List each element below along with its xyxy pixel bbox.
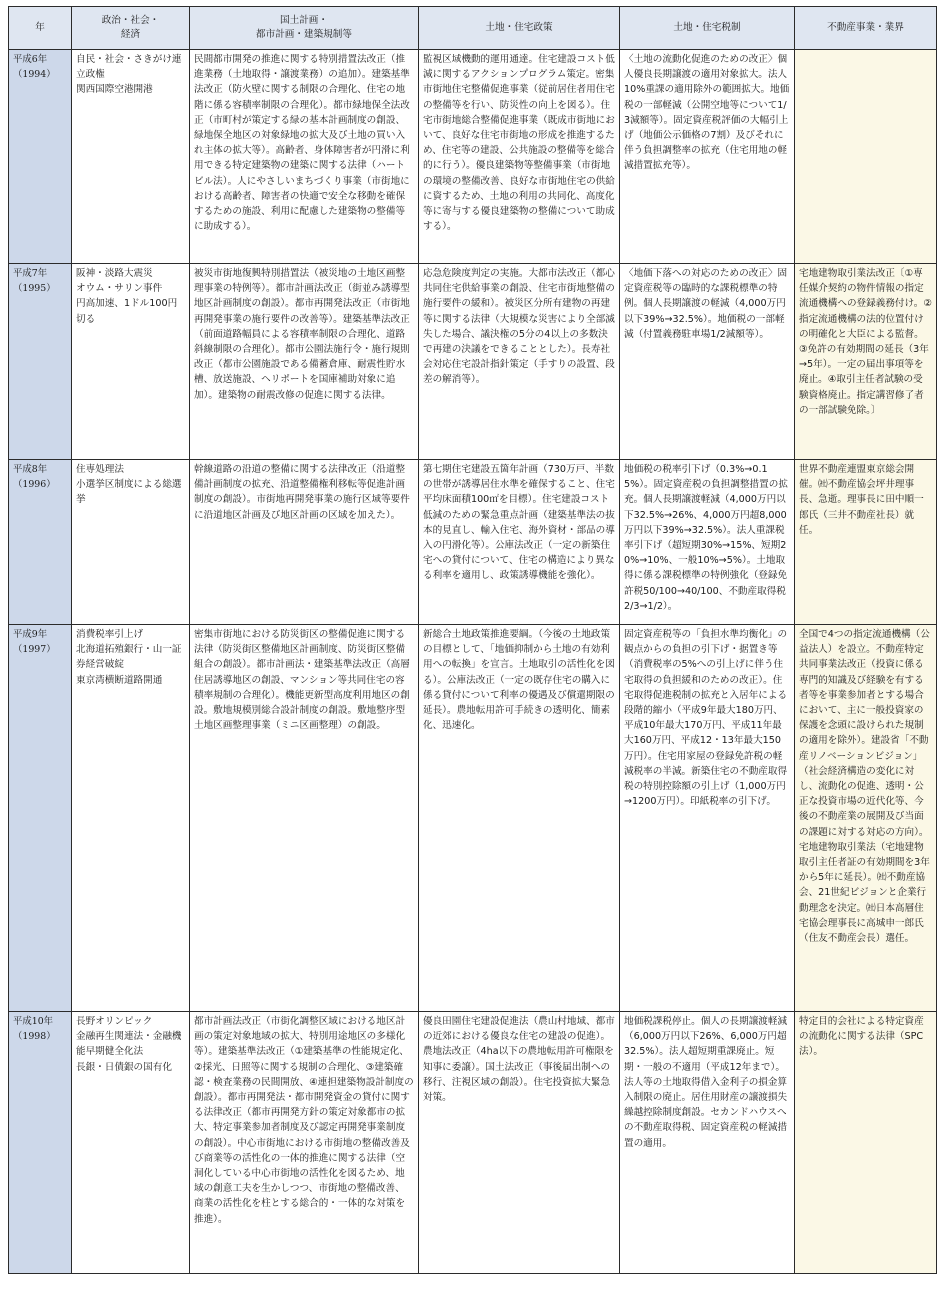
land-housing-cell: 監視区域機動的運用通達。住宅建設コスト低減に関するアクションプログラム策定。密集市街地住宅整備促進事業（従前居住者用住宅の整備等を行い、防災性の向上を図る）。住宅市街地総合整備促進事業（既成市街地において、良好な住宅市街地の形成を推進するため、住宅等の建設、公共施設の整備等を総合的に行う）。優良建築物等整備事業（市街地の環境の整備改善、良好な市街地住宅の供給に資するため、土地の利用の共同化、高度化等に寄与する優良建築物の整備について助成する）。	[419, 50, 620, 264]
planning-cell: 都市計画法改正（市街化調整区域における地区計画の策定対象地域の拡大、特別用途地区の多様化等）。建築基準法改正（①建築基準の性能規定化、②採光、日照等に関する規制の合理化、③建築確認・検査業務の民間開放、④連担建築物設計制度の創設）。都市再開発法・都市開発資金の貸付に関する法律改正（都市再開発方針の策定対象都市の拡大、特定事業参加者制度及び認定再開発事業制度の創設）。中心市街地における市街地の整備改善及び商業等の活性化の一体的推進に関する法律（空洞化している中心市街地の活性化を図るため、地域の創意工夫を生かしつつ、市街地の整備改善、商業の活性化を柱とする総合的・一体的な対策を推進）。	[190, 1012, 419, 1274]
politics-cell: 阪神・淡路大震災 オウム・サリン事件 円高加速、1ドル100円切る	[72, 264, 190, 460]
land-housing-cell: 第七期住宅建設五箇年計画（730万戸、半数の世帯が誘導居住水準を確保すること、住宅平均床面積100㎡を目標）。住宅建設コスト低減のための緊急重点計画（建築基準法の抜本的見直し、輸入住宅、海外資材・部品の導入の円滑化等）。公庫法改正（一定の新築住宅への貸付について、住宅の構造により異なる利率を適用し、政策誘導機能を強化）。	[419, 460, 620, 625]
table-row	[9, 625, 937, 1012]
politics-cell: 長野オリンピック 金融再生関連法・金融機能早期健全化法 長銀・日債銀の国有化	[72, 1012, 190, 1274]
politics-cell: 自民・社会・さきがけ連立政権 関西国際空港開港	[72, 50, 190, 264]
planning-cell: 被災市街地復興特別措置法（被災地の土地区画整理事業の特例等）。都市計画法改正（街並み誘導型地区計画制度の創設）。都市再開発法改正（市街地再開発事業の施行要件の改善等）。建築基準法改正（前面道路幅員による容積率制限の合理化、道路斜線制限の合理化）。都市公園法施行令・施行規則改正（都市公園施設である備蓄倉庫、耐震性貯水槽、放送施設、ヘリポートを国庫補助対象に追加）。建築物の耐震改修の促進に関する法律。	[190, 264, 419, 460]
planning-cell: 密集市街地における防災街区の整備促進に関する法律（防災街区整備地区計画制度、防災街区整備組合の創設）。都市計画法・建築基準法改正（高層住居誘導地区の創設、マンション等共同住宅の容積率規制の合理化）。機能更新型高度利用地区の創設。敷地規模別総合設計制度の創設。敷地整序型土地区画整理事業（ミニ区画整理）の創設。	[190, 625, 419, 1012]
table-row	[9, 50, 937, 264]
header-planning: 国土計画・ 都市計画・建築規制等	[190, 7, 419, 50]
tax-cell: 〈地価下落への対応のための改正〉固定資産税等の臨時的な課税標準の特例。個人長期譲渡の軽減（4,000万円以下39%→32.5%）。地価税の一部軽減（付置義務駐車場1/2減額等）。	[620, 264, 795, 460]
industry-cell: 宅地建物取引業法改正〔①専任媒介契約の物件情報の指定流通機構への登録義務付け。②指定流通機構の法的位置付けの明確化と大臣による監督。③免許の有効期間の延長（3年→5年）。一定の届出事項等を廃止。④取引主任者試験の受験資格廃止。指定講習修了者の一部試験免除。〕	[795, 264, 937, 460]
chronology-table-container	[8, 6, 936, 1274]
header-tax: 土地・住宅税制	[620, 7, 795, 50]
chronology-table	[8, 6, 937, 1274]
table-row	[9, 1012, 937, 1274]
table-row	[9, 264, 937, 460]
table-row	[9, 460, 937, 625]
header-industry: 不動産事業・業界	[795, 7, 937, 50]
year-cell: 平成9年 （1997）	[9, 625, 72, 1012]
land-housing-cell: 応急危険度判定の実施。大都市法改正（都心共同住宅供給事業の創設、住宅市街地整備の施行要件の緩和）。被災区分所有建物の再建等に関する法律（大規模な災害により全部滅失した場合、議決権の5分の4以上の多数決で再建の決議をできることとした）。長寿社会対応住宅設計指針策定（手すりの設置、段差の解消等）。	[419, 264, 620, 460]
year-cell: 平成7年 （1995）	[9, 264, 72, 460]
tax-cell: 地価税課税停止。個人の長期譲渡軽減（6,000万円以下26%、6,000万円超32.5%）。法人超短期重課廃止。短期・一般の不適用（平成12年まで）。法人等の土地取得借入金利子の損金算入制限の廃止。居住用財産の譲渡損失繰越控除制度創設。セカンドハウスへの不動産取得税、固定資産税の軽減措置の適用。	[620, 1012, 795, 1274]
land-housing-cell: 優良田園住宅建設促進法（農山村地域、都市の近郊における優良な住宅の建設の促進）。農地法改正（4ha以下の農地転用許可権限を知事に委譲）。国土法改正（事後届出制への移行、注視区域の創設）。住宅投資拡大緊急対策。	[419, 1012, 620, 1274]
industry-cell: 全国で4つの指定流通機構（公益法人）を設立。不動産特定共同事業法改正（投資に係る専門的知識及び経験を有する者等を事業参加者とする場合において、主に一般投資家の保護を念頭に設けられた規制の適用を除外）。建設省「不動産リノベーションビジョン」（社会経済構造の変化に対し、流動化の促進、透明・公正な投資市場の近代化等、今後の不動産業の展開及び当面の課題に対する対応の方向）。宅地建物取引業法（宅地建物取引主任者証の有効期間を3年から5年に延長）。㈳不動産協会、21世紀ビジョンと企業行動理念を決定。㈳日本高層住宅協会理事長に高城申一郎氏（住友不動産会長）選任。	[795, 625, 937, 1012]
land-housing-cell: 新総合土地政策推進要綱。（今後の土地政策の目標として、「地価抑制から土地の有効利用への転換」を宣言。土地取引の活性化を図る）。公庫法改正（一定の既存住宅の購入に係る貸付について利率の優遇及び償還期限の延長）。農地転用許可手続きの透明化、簡素化、迅速化。	[419, 625, 620, 1012]
tax-cell: 地価税の税率引下げ（0.3%→0.15%）。固定資産税の負担調整措置の拡充。個人長期譲渡軽減（4,000万円以下32.5%→26%、4,000万円超8,000万円以下39%→32.5%）。法人重課税率引下げ（超短期30%→15%、短期20%→10%、一般10%→5%）。土地取得に係る課税標準の特例強化（登録免許税50/100→40/100、不動産取得税2/3→1/2）。	[620, 460, 795, 625]
industry-cell: 特定目的会社による特定資産の流動化に関する法律（SPC法）。	[795, 1012, 937, 1274]
planning-cell: 幹線道路の沿道の整備に関する法律改正（沿道整備計画制度の拡充、沿道整備権利移転等促進計画制度の創設）。市街地再開発事業の施行区域等要件に沿道地区計画及び地区計画の区域を加えた）。	[190, 460, 419, 625]
header-row	[9, 7, 937, 50]
planning-cell: 民間都市開発の推進に関する特別措置法改正（推進業務（土地取得・譲渡業務）の追加）。建築基準法改正（防火壁に関する制限の合理化、住宅の地階に係る容積率制限の合理化）。都市緑地保全法改正（市町村が策定する緑の基本計画制度の創設、緑地保全地区の対象緑地の拡大及び土地の買い入れ主体の拡大等）。高齢者、身体障害者が円滑に利用できる特定建築物の建築に関する法律（ハートビル法）。人にやさしいまちづくり事業（市街地における高齢者、障害者の快適で安全な移動を確保するための施設、利用に配慮した建築物の整備等に助成する）。	[190, 50, 419, 264]
politics-cell: 住専処理法 小選挙区制度による総選挙	[72, 460, 190, 625]
header-year: 年	[9, 7, 72, 50]
header-politics: 政治・社会・ 経済	[72, 7, 190, 50]
year-cell: 平成8年 （1996）	[9, 460, 72, 625]
tax-cell: 〈土地の流動化促進のための改正〉個人優良長期譲渡の適用対象拡大。法人10%重課の適用除外の範囲拡大。地価税の一部軽減（公開空地等について1/3減額等）。固定資産税評価の大幅引上げ（地価公示価格の7割）及びそれに伴う負担調整率の拡充（住宅用地の軽減措置拡充等）。	[620, 50, 795, 264]
industry-cell: 世界不動産連盟東京総会開催。㈳不動産協会坪井理事長、急逝。理事長に田中順一郎氏（三井不動産社長）就任。	[795, 460, 937, 625]
header-land-housing: 土地・住宅政策	[419, 7, 620, 50]
politics-cell: 消費税率引上げ 北海道拓殖銀行・山一証券経営破綻 東京湾横断道路開通	[72, 625, 190, 1012]
industry-cell	[795, 50, 937, 264]
tax-cell: 固定資産税等の「負担水準均衡化」の観点からの負担の引下げ・据置き等（消費税率の5%への引上げに伴う住宅取得の負担緩和のための改正）。住宅取得促進税制の拡充と入居年による段階的縮小（平成9年最大180万円、平成10年最大170万円、平成11年最大160万円、平成12・13年最大150万円）。住宅用家屋の登録免許税の軽減税率の半減。新築住宅の不動産取得税の特別控除額の引上げ（1,000万円→1200万円）。印紙税率の引下げ。	[620, 625, 795, 1012]
year-cell: 平成10年 （1998）	[9, 1012, 72, 1274]
year-cell: 平成6年 （1994）	[9, 50, 72, 264]
